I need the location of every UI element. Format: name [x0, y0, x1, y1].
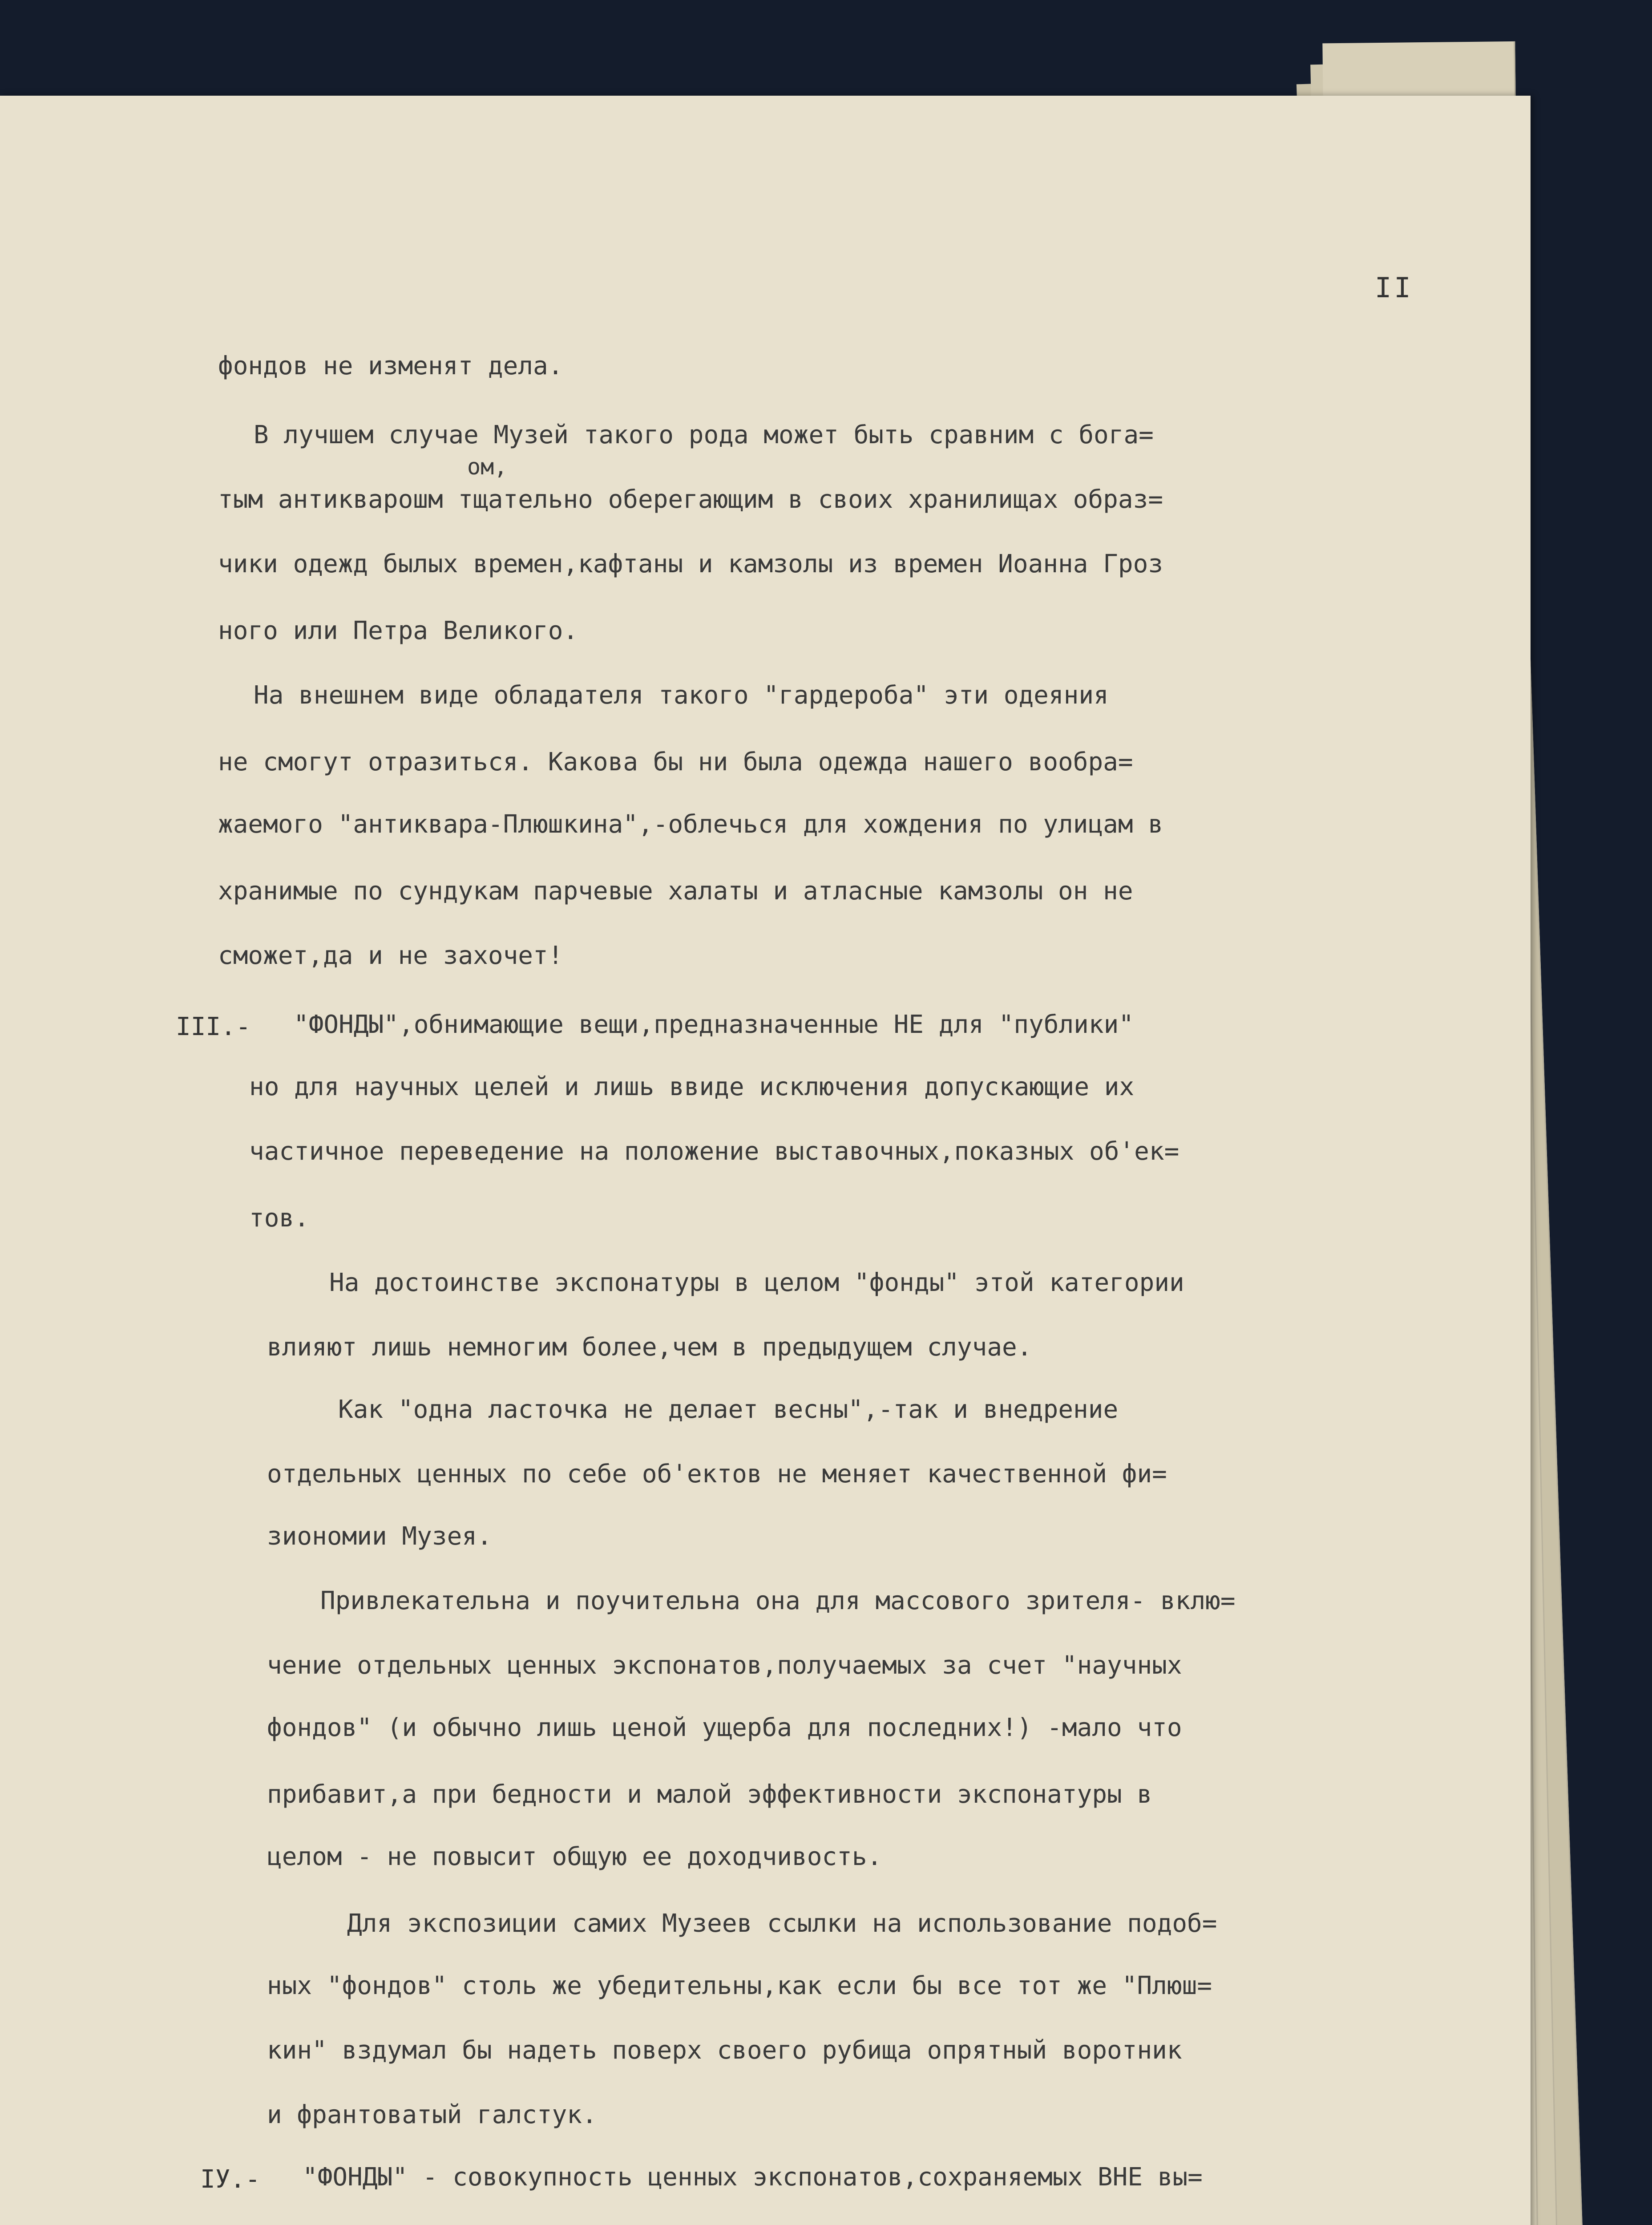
text-line: и франтоватый галстук. [267, 2100, 597, 2129]
text-line: ного или Петра Великого. [218, 616, 578, 645]
text-line: Как "одна ласточка не делает весны",-так и внедрение [338, 1395, 1119, 1424]
text-line: влияют лишь немногим более,чем в предыдущем случае. [267, 1333, 1032, 1362]
section-marker-4: IУ.- [200, 2165, 260, 2194]
typewritten-page [0, 96, 1531, 2225]
text-line: тым антикварошм тщательно оберегающим в своих хранилищах образ= [218, 485, 1163, 514]
page-number: II [1375, 271, 1414, 304]
text-line: хранимые по сундукам парчевые халаты и атласные камзолы он не [218, 877, 1133, 906]
text-line: сможет,да и не захочет! [218, 941, 563, 970]
text-line: частичное переведение на положение выставочных,показных об'ек= [249, 1137, 1179, 1166]
text-line: В лучшем случае Музей такого рода может быть сравним с бога= [254, 421, 1154, 449]
handwritten-insertion: ом, [467, 454, 508, 480]
text-line: На достоинстве экспонатуры в целом "фонды" этой категории [329, 1268, 1184, 1297]
text-line: целом - не повысит общую ее доходчивость. [267, 1842, 882, 1871]
text-line: Для экспозиции самих Музеев ссылки на использование подоб= [347, 1909, 1217, 1938]
text-line: фондов" (и обычно лишь ценой ущерба для последних!) -мало что [267, 1713, 1182, 1742]
text-line: чение отдельных ценных экспонатов,получаемых за счет "научных [267, 1651, 1182, 1680]
text-line: не смогут отразиться. Какова бы ни была одежда нашего вообра= [218, 748, 1133, 777]
text-line: отдельных ценных по себе об'ектов не меняет качественной фи= [267, 1460, 1167, 1489]
text-line: жаемого "антиквара-Плюшкина",-облечься для хождения по улицам в [218, 810, 1163, 839]
text-line: Привлекательна и поучительна она для массового зрителя- вклю= [320, 1586, 1236, 1615]
text-line: чики одежд былых времен,кафтаны и камзолы из времен Иоанна Гроз [218, 550, 1163, 578]
section-marker-3: III.- [176, 1012, 251, 1041]
text-line: "ФОНДЫ",обнимающие вещи,предназначенные НЕ для "публики" [294, 1010, 1134, 1039]
text-line: ных "фондов" столь же убедительны,как если бы все тот же "Плюш= [267, 1971, 1212, 2000]
text-line: На внешнем виде обладателя такого "гардероба" эти одеяния [254, 681, 1109, 710]
text-line: но для научных целей и лишь ввиде исключения допускающие их [249, 1072, 1135, 1101]
text-line: прибавит,а при бедности и малой эффективности экспонатуры в [267, 1780, 1152, 1809]
text-line: тов. [249, 1204, 309, 1233]
text-line: "ФОНДЫ" - совокупность ценных экспонатов,сохраняемых ВНЕ вы= [303, 2163, 1203, 2192]
text-line: кин" вздумал бы надеть поверх своего рубища опрятный воротник [267, 2036, 1182, 2065]
text-line: зиономии Музея. [267, 1522, 492, 1551]
text-line: фондов не изменят дела. [218, 352, 563, 380]
